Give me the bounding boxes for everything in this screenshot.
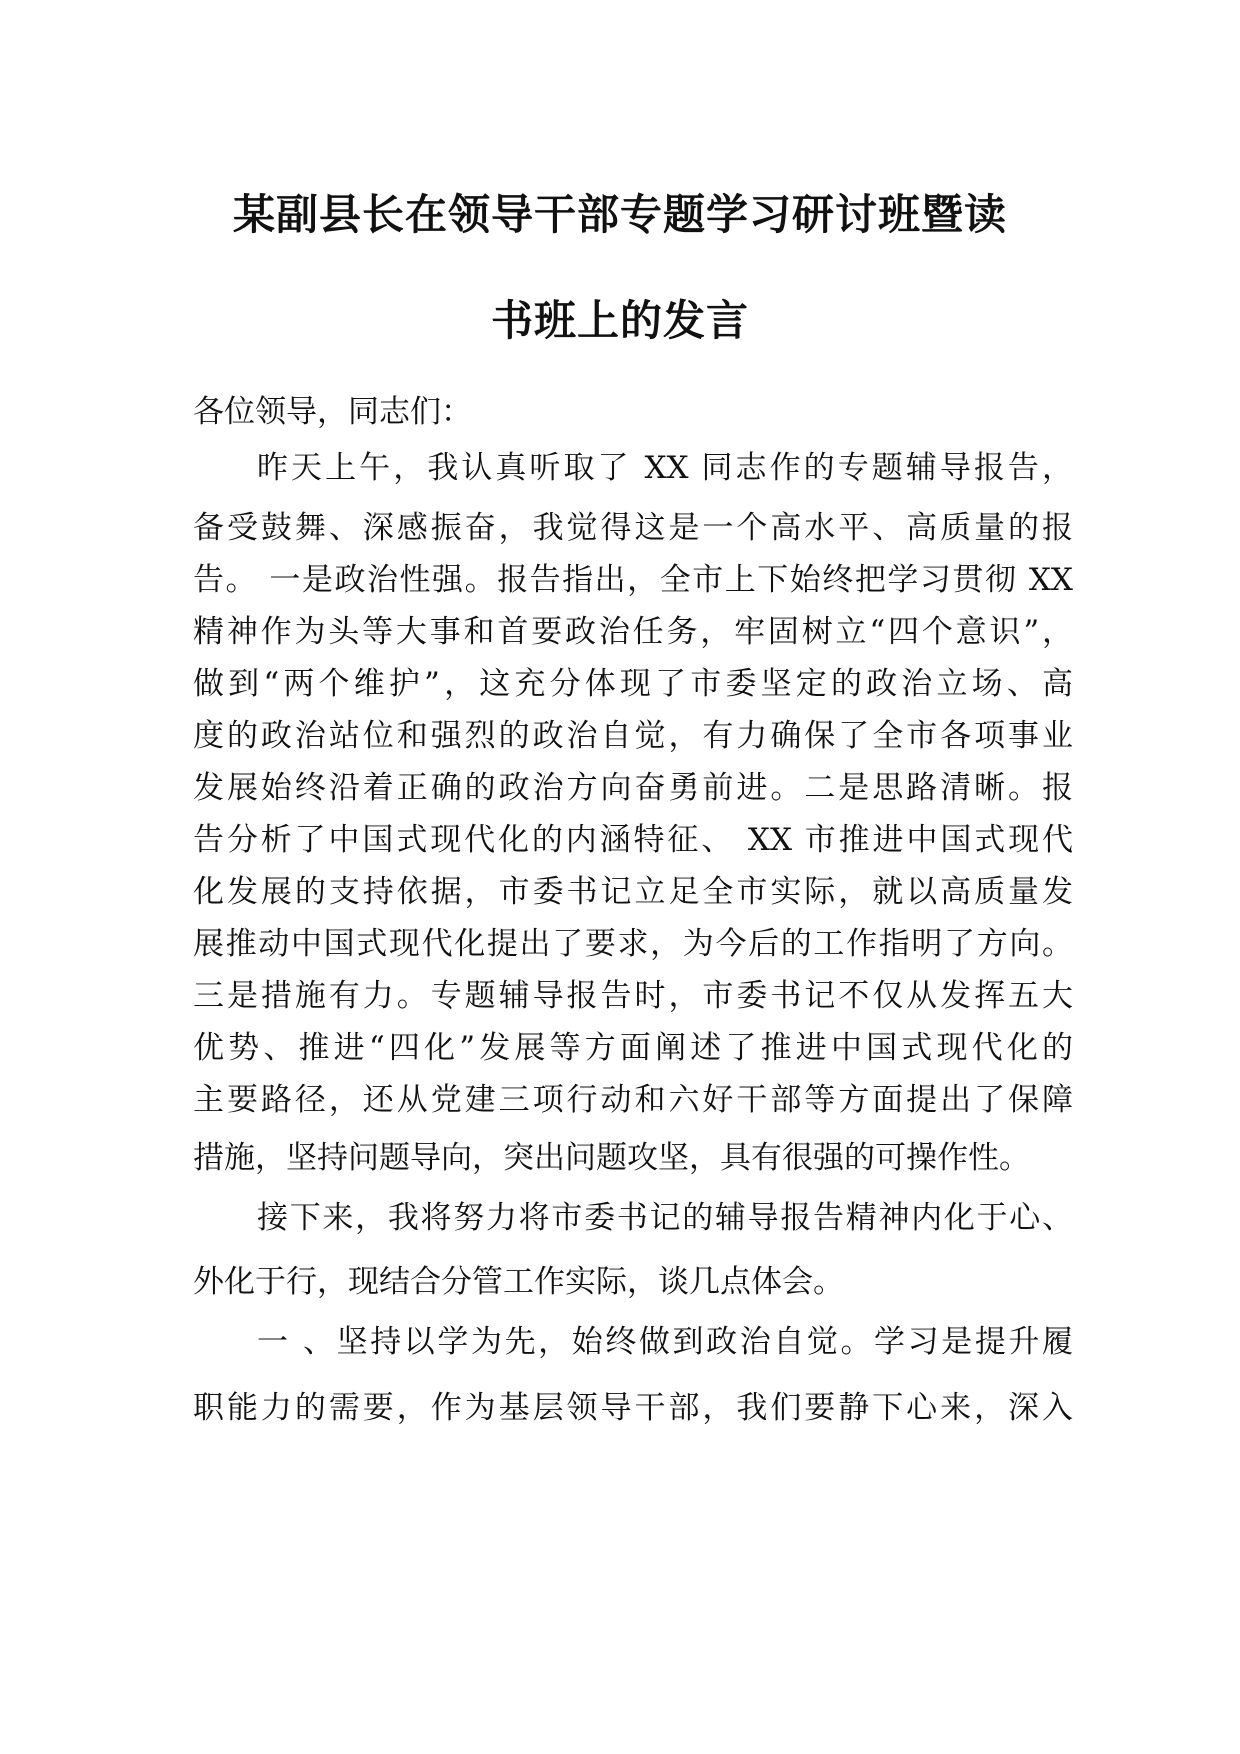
body-line: 精神作为头等大事和首要政治任务，牢固树立“四个意识”， <box>193 614 1073 650</box>
body-line: 昨天上午，我认真听取了 XX 同志作的专题辅导报告， <box>257 450 1073 486</box>
body-line: 告分析了中国式现代化的内涵特征、 XX 市推进中国式现代 <box>193 822 1073 858</box>
body-line: 做到“两个维护”，这充分体现了市委坚定的政治立场、高 <box>193 666 1073 702</box>
body-line: 外化于行，现结合分管工作实际，谈几点体会。 <box>193 1264 844 1300</box>
body-line: 备受鼓舞、深感振奋，我觉得这是一个高水平、高质量的报 <box>193 510 1073 546</box>
body-line: 主要路径，还从党建三项行动和六好干部等方面提出了保障 <box>193 1082 1073 1118</box>
body-line: 展推动中国式现代化提出了要求，为今后的工作指明了方向。 <box>193 926 1073 962</box>
body-line: 一 、坚持以学为先，始终做到政治自觉。学习是提升履 <box>257 1324 1073 1360</box>
body-line: 措施，坚持问题导向，突出问题攻坚，具有很强的可操作性。 <box>193 1140 1030 1176</box>
body-line: 优势、推进“四化”发展等方面阐述了推进中国式现代化的 <box>193 1030 1073 1066</box>
body-line: 三是措施有力。专题辅导报告时，市委书记不仅从发挥五大 <box>193 978 1073 1014</box>
body-line: 发展始终沿着正确的政治方向奋勇前进。二是思路清晰。报 <box>193 770 1073 806</box>
title-line-1: 某副县长在领导干部专题学习研讨班暨读 <box>232 190 1007 239</box>
body-line: 职能力的需要，作为基层领导干部，我们要静下心来，深入 <box>193 1390 1073 1426</box>
salutation: 各位领导，同志们： <box>193 394 472 430</box>
body-line: 接下来，我将努力将市委书记的辅导报告精神内化于心、 <box>257 1200 1073 1236</box>
body-line: 度的政治站位和强烈的政治自觉，有力确保了全市各项事业 <box>193 718 1073 754</box>
body-line: 化发展的支持依据，市委书记立足全市实际，就以高质量发 <box>193 874 1073 910</box>
title-line-2: 书班上的发言 <box>490 296 749 345</box>
body-line: 告。 一是政治性强。报告指出，全市上下始终把学习贯彻 XX <box>193 562 1073 598</box>
